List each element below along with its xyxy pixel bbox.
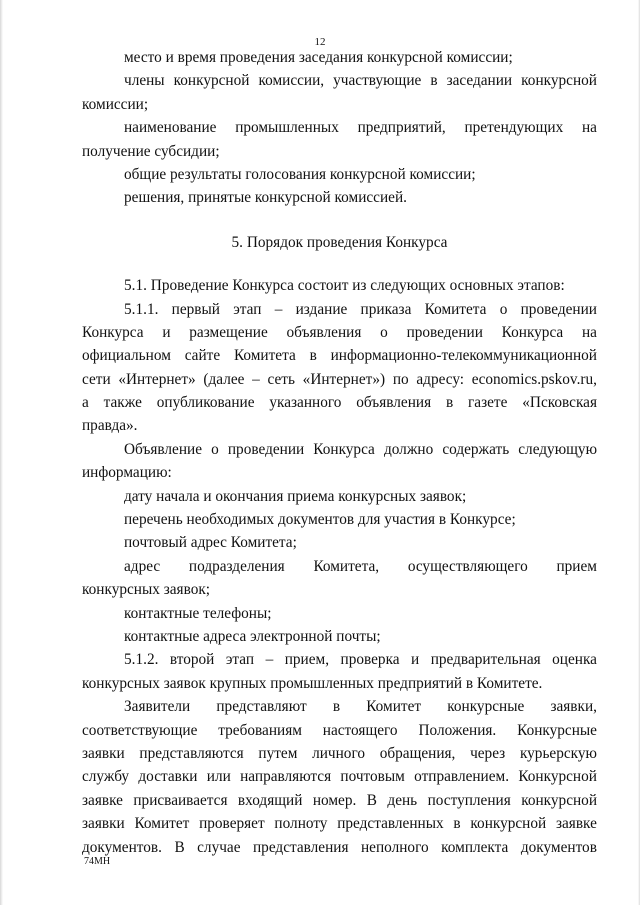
word: проверка	[340, 651, 400, 669]
word: официальном	[82, 347, 171, 365]
word: обращения,	[379, 744, 456, 762]
text-line: дату начала и окончания приема конкурсных заявок;	[124, 487, 467, 505]
word: содержать	[442, 440, 510, 458]
word: указанного	[269, 394, 342, 412]
word: прием,	[284, 651, 330, 669]
text-line: конкурсных заявок;	[82, 581, 211, 599]
word: прием	[556, 557, 597, 575]
word: случае	[197, 838, 241, 856]
word: сеть	[267, 370, 295, 388]
word: адрес	[124, 557, 161, 575]
word: предварительная	[430, 651, 541, 669]
word: конкурсной	[173, 72, 250, 90]
word: второй	[169, 651, 215, 669]
text-line: правда».	[82, 417, 138, 435]
word: этап	[225, 651, 255, 669]
word: в	[332, 698, 341, 716]
word: economics.pskov.ru,	[471, 370, 597, 388]
word: курьерскую	[519, 744, 597, 762]
word: в	[309, 347, 317, 365]
word: В	[174, 838, 185, 856]
word: представленных	[337, 815, 444, 833]
word: осуществляющего	[407, 557, 528, 575]
word: или	[206, 768, 231, 786]
word: конкурсной	[470, 815, 547, 833]
word: проведении	[406, 323, 483, 341]
word: о	[380, 323, 388, 341]
word: –	[252, 370, 260, 388]
text-line	[82, 368, 597, 391]
word: представляются	[139, 744, 244, 762]
word: полноту	[274, 815, 328, 833]
paragraph-gap	[82, 254, 597, 274]
text-line	[82, 69, 597, 92]
word: а	[82, 394, 89, 412]
text-line: информацию:	[82, 464, 172, 482]
text-line	[82, 765, 597, 788]
word: размещение	[189, 323, 268, 341]
word: опубликование	[156, 394, 255, 412]
word: документов	[520, 838, 597, 856]
word: также	[103, 394, 142, 412]
page-number: 12	[314, 36, 326, 48]
word: комиссии,	[258, 72, 325, 90]
word: заявки	[82, 815, 125, 833]
word: присваивается	[133, 791, 228, 809]
word: (далее	[203, 370, 245, 388]
word: доставки	[138, 768, 198, 786]
word: заседании	[446, 72, 513, 90]
word: личного	[312, 744, 365, 762]
word: службу	[82, 768, 130, 786]
text-line: общие результаты голосования конкурсной комиссии;	[124, 165, 476, 183]
word: заявки	[82, 744, 125, 762]
word: проведении	[520, 300, 597, 318]
document-body	[82, 46, 597, 859]
text-line	[82, 298, 597, 321]
word: «Интернет»)	[302, 370, 386, 388]
word: в	[453, 815, 461, 833]
word: Положения.	[418, 721, 497, 739]
word: этап	[233, 300, 262, 318]
text-line: контактные телефоны;	[124, 604, 272, 622]
word: –	[265, 651, 274, 669]
word: объявления	[286, 323, 362, 341]
word: заявки,	[550, 698, 597, 716]
text-line: решения, принятые конкурсной комиссией.	[124, 189, 407, 207]
text-line	[82, 438, 597, 461]
text-line	[82, 321, 597, 344]
word: –	[274, 300, 283, 318]
word: промышленных	[235, 119, 339, 137]
word: день	[387, 791, 418, 809]
word: Заявители	[124, 698, 191, 716]
word: почтовым	[340, 768, 405, 786]
word: члены	[124, 72, 165, 90]
word: заявке	[555, 815, 597, 833]
word: заявке	[82, 791, 123, 809]
word: документов.	[82, 838, 162, 856]
word: конкурсные	[447, 698, 525, 716]
text-line: конкурсных заявок крупных промышленных предприятий в Комитете.	[82, 674, 543, 692]
word: следующую	[518, 440, 597, 458]
text-line	[82, 391, 597, 414]
word: объявления	[356, 394, 432, 412]
text-line: почтовый адрес Комитета;	[124, 534, 297, 552]
word: на	[582, 323, 597, 341]
word: поступления	[427, 791, 511, 809]
text-line	[82, 555, 597, 578]
paragraph-gap	[82, 210, 597, 231]
word: номер.	[312, 791, 357, 809]
word: конкурсной	[521, 72, 597, 90]
footer-code: 74МН	[84, 856, 111, 867]
page-edge-left	[0, 0, 3, 905]
text-line: место и время проведения заседания конкурсной комиссии;	[124, 49, 513, 66]
word: соответствующие	[82, 721, 198, 739]
text-line	[82, 836, 597, 859]
word: участвующие	[333, 72, 422, 90]
word: «Интернет»	[118, 370, 196, 388]
word: «Псковская	[522, 394, 597, 412]
word: по	[392, 370, 409, 388]
text-line: 5.1. Проведение Конкурса состоит из следующих основных этапов:	[124, 277, 565, 295]
word: Комитет	[134, 815, 190, 833]
word: через	[470, 744, 506, 762]
word: о	[499, 300, 508, 318]
word: подразделения	[188, 557, 285, 575]
word: проверяет	[199, 815, 265, 833]
word: и	[162, 323, 171, 341]
word: неполного	[361, 838, 429, 856]
word: В	[366, 791, 377, 809]
text-line	[82, 742, 597, 765]
text-line	[82, 695, 597, 718]
word: и	[411, 651, 420, 669]
word: Конкурса	[313, 440, 375, 458]
word: Комитета	[424, 300, 487, 318]
text-line: перечень необходимых документов для участия в Конкурсе;	[124, 511, 516, 529]
word: Конкурсной	[518, 768, 597, 786]
word: Комитета	[233, 347, 296, 365]
word: газете	[468, 394, 508, 412]
word: предприятий,	[357, 119, 446, 137]
word: настоящего	[322, 721, 398, 739]
word: Комитет	[366, 698, 422, 716]
section-heading: 5. Порядок проведения Конкурса	[231, 233, 448, 251]
word: проведении	[227, 440, 305, 458]
word: в	[430, 72, 438, 90]
text-line: контактные адреса электронной почты;	[124, 627, 381, 645]
word: первый	[171, 300, 220, 318]
word: Объявление	[124, 440, 203, 458]
word: Конкурсные	[517, 721, 597, 739]
word: претендующих	[464, 119, 564, 137]
word: наименование	[124, 119, 217, 137]
word: о	[211, 440, 219, 458]
text-line	[82, 648, 597, 671]
word: информационно-телекоммуникационной	[330, 347, 597, 365]
word: направляются	[240, 768, 332, 786]
word: входящий	[237, 791, 303, 809]
text-line	[82, 789, 597, 812]
text-line	[82, 812, 597, 835]
word: Конкурса	[501, 323, 564, 341]
text-line: комиссии;	[82, 95, 149, 113]
word: в	[445, 394, 454, 412]
word: адресу:	[416, 370, 465, 388]
word: требованиям	[218, 721, 302, 739]
text-line	[82, 344, 597, 367]
word: на	[581, 119, 597, 137]
word: представляют	[216, 698, 307, 716]
word: Комитета,	[313, 557, 380, 575]
word: 5.1.2.	[124, 651, 159, 669]
text-line: получение субсидии;	[82, 142, 220, 160]
word: путем	[258, 744, 298, 762]
text-line	[82, 719, 597, 742]
word: Конкурса	[82, 323, 144, 341]
word: отправлением.	[414, 768, 510, 786]
word: представления	[252, 838, 349, 856]
word: сайте	[184, 347, 221, 365]
word: приказа	[360, 300, 412, 318]
text-line	[82, 116, 597, 139]
word: комплекта	[441, 838, 509, 856]
word: оценка	[552, 651, 597, 669]
word: сети	[82, 370, 111, 388]
word: издание	[295, 300, 348, 318]
word: должно	[383, 440, 434, 458]
word: конкурсной	[521, 791, 597, 809]
word: 5.1.1.	[124, 300, 159, 318]
